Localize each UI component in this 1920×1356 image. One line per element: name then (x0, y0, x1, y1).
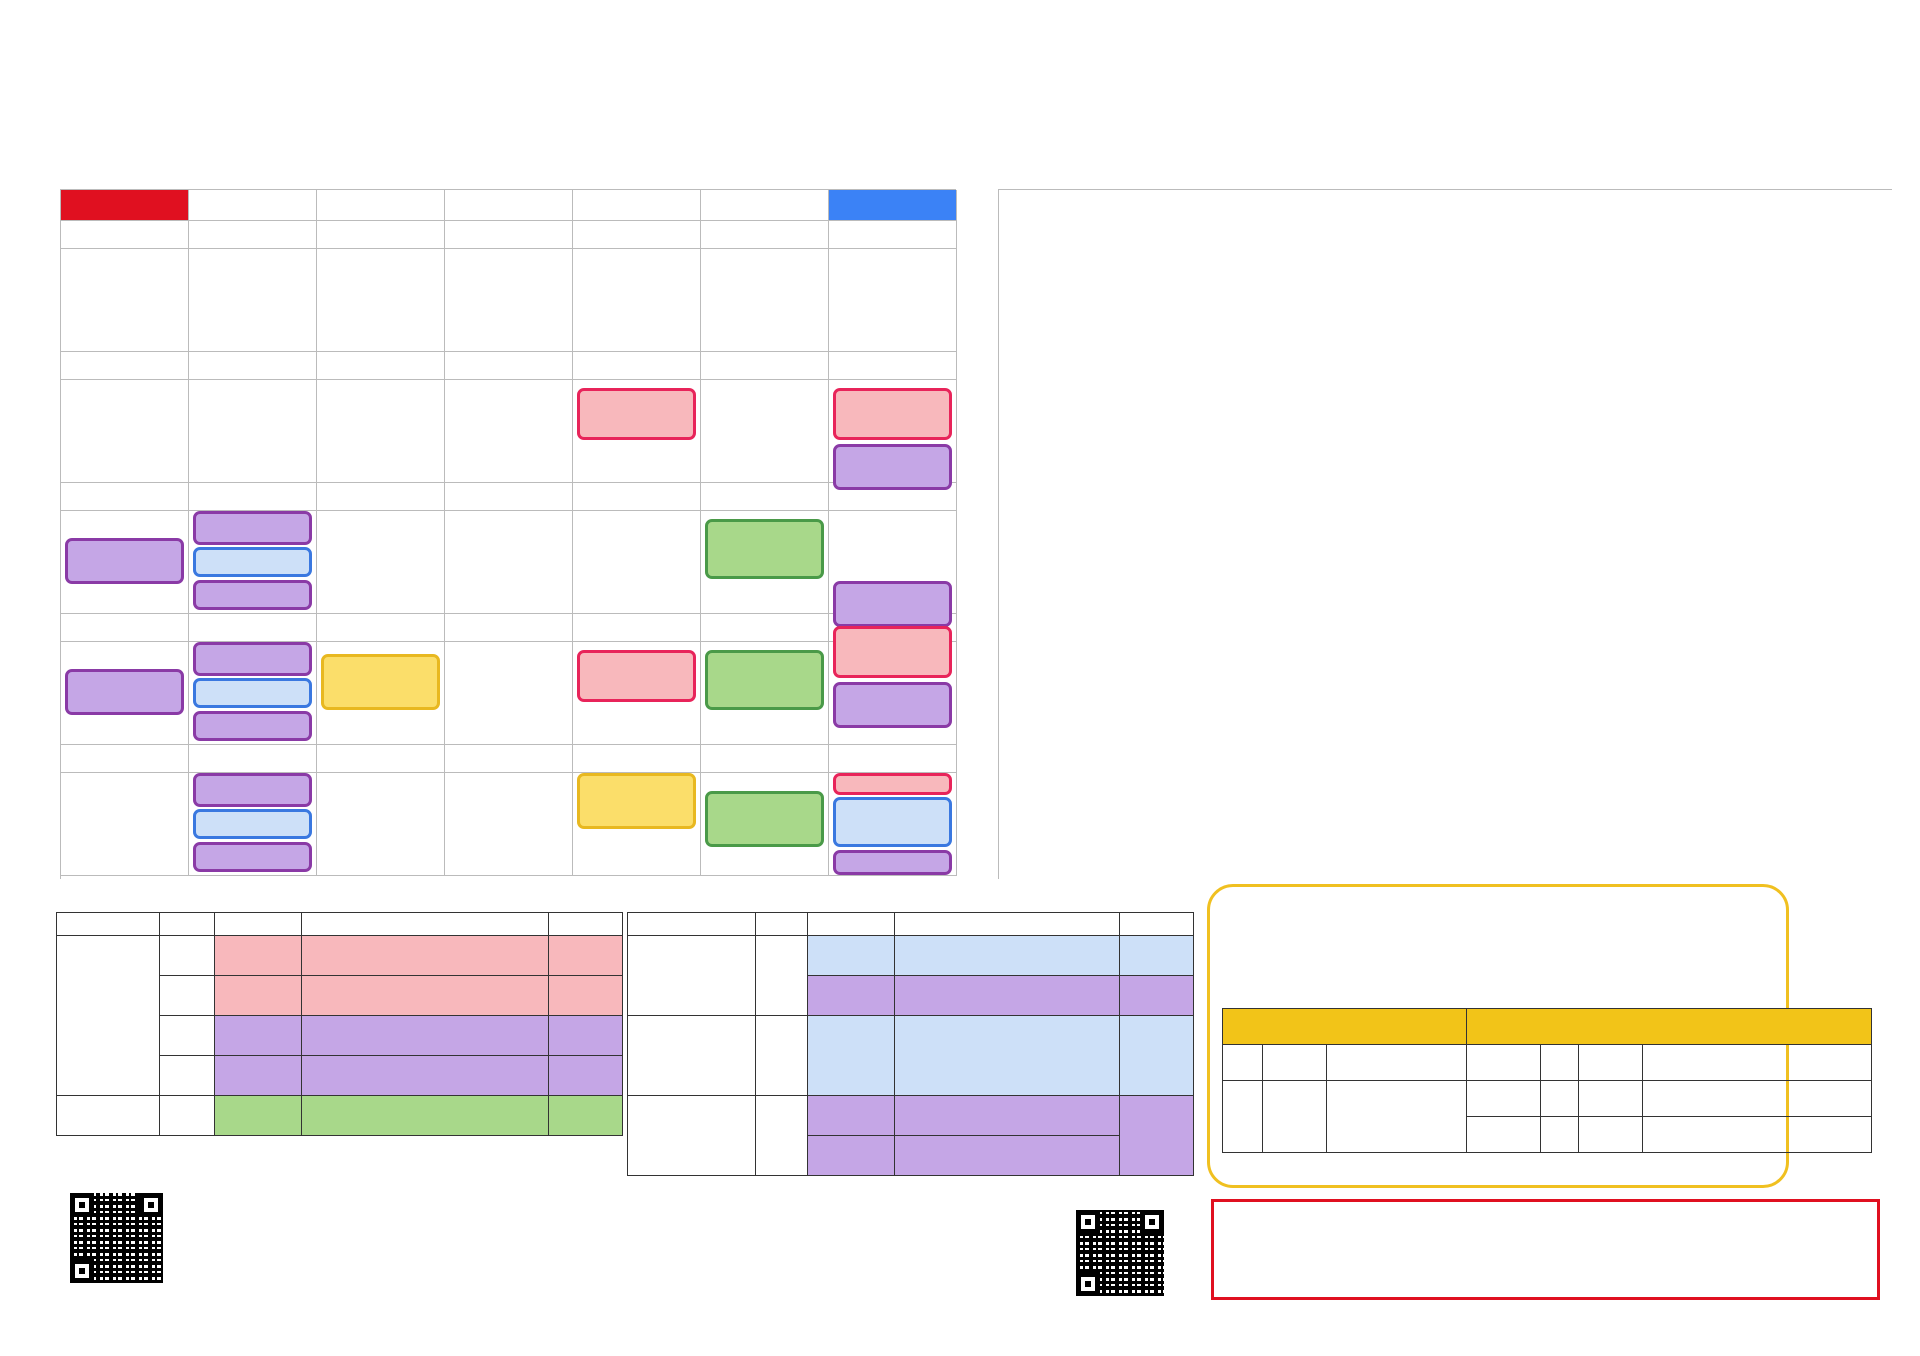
weekday-header (701, 190, 829, 221)
day-number (317, 614, 444, 642)
day-number (573, 745, 700, 773)
day-number (573, 483, 700, 511)
class-event (193, 642, 312, 676)
day-number (829, 483, 956, 511)
weekday-header (189, 190, 317, 221)
gold-schedule-table (1222, 1008, 1872, 1153)
day-number (573, 352, 700, 380)
day-number (317, 221, 444, 249)
day-number (317, 745, 444, 773)
branch-time (1579, 1081, 1643, 1117)
day-number (829, 352, 956, 380)
row-course (302, 1016, 549, 1056)
class-event (833, 388, 952, 440)
row-day (756, 1096, 808, 1176)
row-day (160, 1096, 215, 1136)
row-time (808, 976, 895, 1016)
class-event (65, 669, 184, 715)
class-event (705, 650, 824, 710)
class-event (705, 519, 824, 579)
col-course (302, 913, 549, 936)
day-cell (317, 483, 445, 614)
weekday-header (317, 190, 445, 221)
branch-iwakura (628, 1096, 756, 1176)
class-event (577, 388, 696, 440)
day-number (317, 352, 444, 380)
row-course (895, 976, 1120, 1016)
day-cell (61, 352, 189, 483)
day-cell (317, 614, 445, 745)
row-time (215, 1096, 302, 1136)
day-cell (701, 221, 829, 352)
organization-box (1211, 1199, 1880, 1300)
qr-code-icon[interactable] (1076, 1210, 1164, 1296)
day-number (701, 614, 828, 642)
row-instructor (549, 1016, 623, 1056)
branch-schedule-table (627, 912, 1194, 1176)
branch-name (1467, 1117, 1541, 1153)
row-day (756, 936, 808, 1016)
row-time (808, 1016, 895, 1096)
day-cell (573, 614, 701, 745)
row-course (895, 1096, 1120, 1136)
col-dates (1643, 1045, 1872, 1081)
day-cell (189, 352, 317, 483)
row-instructor (1120, 936, 1194, 976)
weekday-header (61, 190, 189, 221)
col-day (160, 913, 215, 936)
class-event (65, 538, 184, 584)
day-number (61, 483, 188, 511)
class-event (193, 580, 312, 610)
day-cell (829, 352, 957, 483)
day-number (701, 483, 828, 511)
class-event (193, 773, 312, 807)
day-cell (61, 221, 189, 352)
day-cell (445, 614, 573, 745)
class-event (833, 682, 952, 728)
row-instructor (549, 976, 623, 1016)
day-cell (317, 352, 445, 483)
day-cell (573, 745, 701, 876)
day-number (189, 745, 316, 773)
day-number (445, 483, 572, 511)
day-cell (445, 221, 573, 352)
day-cell (445, 745, 573, 876)
row-time (215, 936, 302, 976)
day-cell (445, 483, 573, 614)
day-cell (317, 221, 445, 352)
branch-day (1541, 1117, 1579, 1153)
class-event (321, 654, 440, 710)
day-cell (445, 352, 573, 483)
branch-katsura (628, 936, 756, 1016)
col-instructor (549, 913, 623, 936)
class-event (193, 511, 312, 545)
row-day (160, 936, 215, 976)
branch-day (1541, 1081, 1579, 1117)
day-number (189, 221, 316, 249)
row-instructor (1120, 1096, 1194, 1176)
col-dates (1327, 1045, 1467, 1081)
class-event (577, 773, 696, 829)
row-day (160, 1016, 215, 1056)
day-number (61, 745, 188, 773)
gold-header-branch (1467, 1009, 1872, 1045)
honbu-dates (1327, 1081, 1467, 1153)
day-number (445, 352, 572, 380)
col-day (1223, 1045, 1263, 1081)
honbu-time (1263, 1081, 1327, 1153)
day-number (445, 745, 572, 773)
branch-sanjo (628, 1016, 756, 1096)
class-event (193, 678, 312, 708)
qr-code-icon[interactable] (70, 1193, 163, 1283)
day-number (573, 614, 700, 642)
row-day (160, 1056, 215, 1096)
day-cell (573, 221, 701, 352)
day-cell (189, 221, 317, 352)
day-cell (829, 614, 957, 745)
day-cell (61, 745, 189, 876)
row-course (302, 936, 549, 976)
gold-header-honbu (1223, 1009, 1467, 1045)
row-course (302, 1056, 549, 1096)
day-cell (701, 614, 829, 745)
day-cell (61, 483, 189, 614)
row-instructor (1120, 976, 1194, 1016)
branch-honbu (57, 936, 160, 1096)
col-day (756, 913, 808, 936)
weekday-header (573, 190, 701, 221)
day-cell (829, 483, 957, 614)
day-cell (573, 352, 701, 483)
day-cell (189, 745, 317, 876)
day-cell (829, 221, 957, 352)
class-event (833, 850, 952, 875)
col-branch (1467, 1045, 1541, 1081)
row-course (302, 1096, 549, 1136)
day-number (445, 614, 572, 642)
class-event (193, 842, 312, 872)
row-instructor (549, 1096, 623, 1136)
class-event (705, 791, 824, 847)
day-cell (701, 745, 829, 876)
branch-koudan (57, 1096, 160, 1136)
branch-dates (1643, 1081, 1872, 1117)
row-course (895, 936, 1120, 976)
row-time (808, 936, 895, 976)
col-branch (628, 913, 756, 936)
class-event (193, 711, 312, 741)
branch-time (1579, 1117, 1643, 1153)
honbu-day (1223, 1081, 1263, 1153)
day-cell (189, 483, 317, 614)
day-number (61, 352, 188, 380)
day-number (701, 745, 828, 773)
day-number (189, 614, 316, 642)
row-time (215, 1056, 302, 1096)
basic-schedule-table (56, 912, 623, 1136)
calendar-february (998, 189, 1892, 879)
day-number (829, 745, 956, 773)
row-day-cell (756, 1016, 808, 1096)
row-instructor (549, 936, 623, 976)
col-instructor (1120, 913, 1194, 936)
row-time (215, 1016, 302, 1056)
col-course (895, 913, 1120, 936)
row-time (215, 976, 302, 1016)
day-cell (317, 745, 445, 876)
class-event (193, 547, 312, 577)
day-cell (189, 614, 317, 745)
row-time (808, 1136, 895, 1176)
day-number (61, 221, 188, 249)
calendar-january (60, 189, 956, 879)
col-time (1579, 1045, 1643, 1081)
col-time (808, 913, 895, 936)
class-event (833, 797, 952, 847)
day-number (701, 352, 828, 380)
col-day (1541, 1045, 1579, 1081)
weekday-header (829, 190, 957, 221)
day-number (573, 221, 700, 249)
row-time (808, 1096, 895, 1136)
day-cell (701, 483, 829, 614)
row-day (160, 976, 215, 1016)
weekday-header (445, 190, 573, 221)
row-instructor (549, 1056, 623, 1096)
col-time (1263, 1045, 1327, 1081)
col-time (215, 913, 302, 936)
branch-dates (1643, 1117, 1872, 1153)
day-number (701, 221, 828, 249)
day-number (189, 483, 316, 511)
branch-name (1467, 1081, 1541, 1117)
day-cell (61, 614, 189, 745)
day-number (61, 614, 188, 642)
row-course (302, 976, 549, 1016)
class-event (577, 650, 696, 702)
col-branch (57, 913, 160, 936)
day-cell (829, 745, 957, 876)
row-course (895, 1016, 1120, 1096)
day-cell (573, 483, 701, 614)
day-number (445, 221, 572, 249)
class-event (833, 626, 952, 678)
day-number (829, 221, 956, 249)
class-event (833, 773, 952, 795)
day-number (189, 352, 316, 380)
day-cell (701, 352, 829, 483)
class-event (193, 809, 312, 839)
day-number (317, 483, 444, 511)
row-instructor (1120, 1016, 1194, 1096)
row-course (895, 1136, 1120, 1176)
